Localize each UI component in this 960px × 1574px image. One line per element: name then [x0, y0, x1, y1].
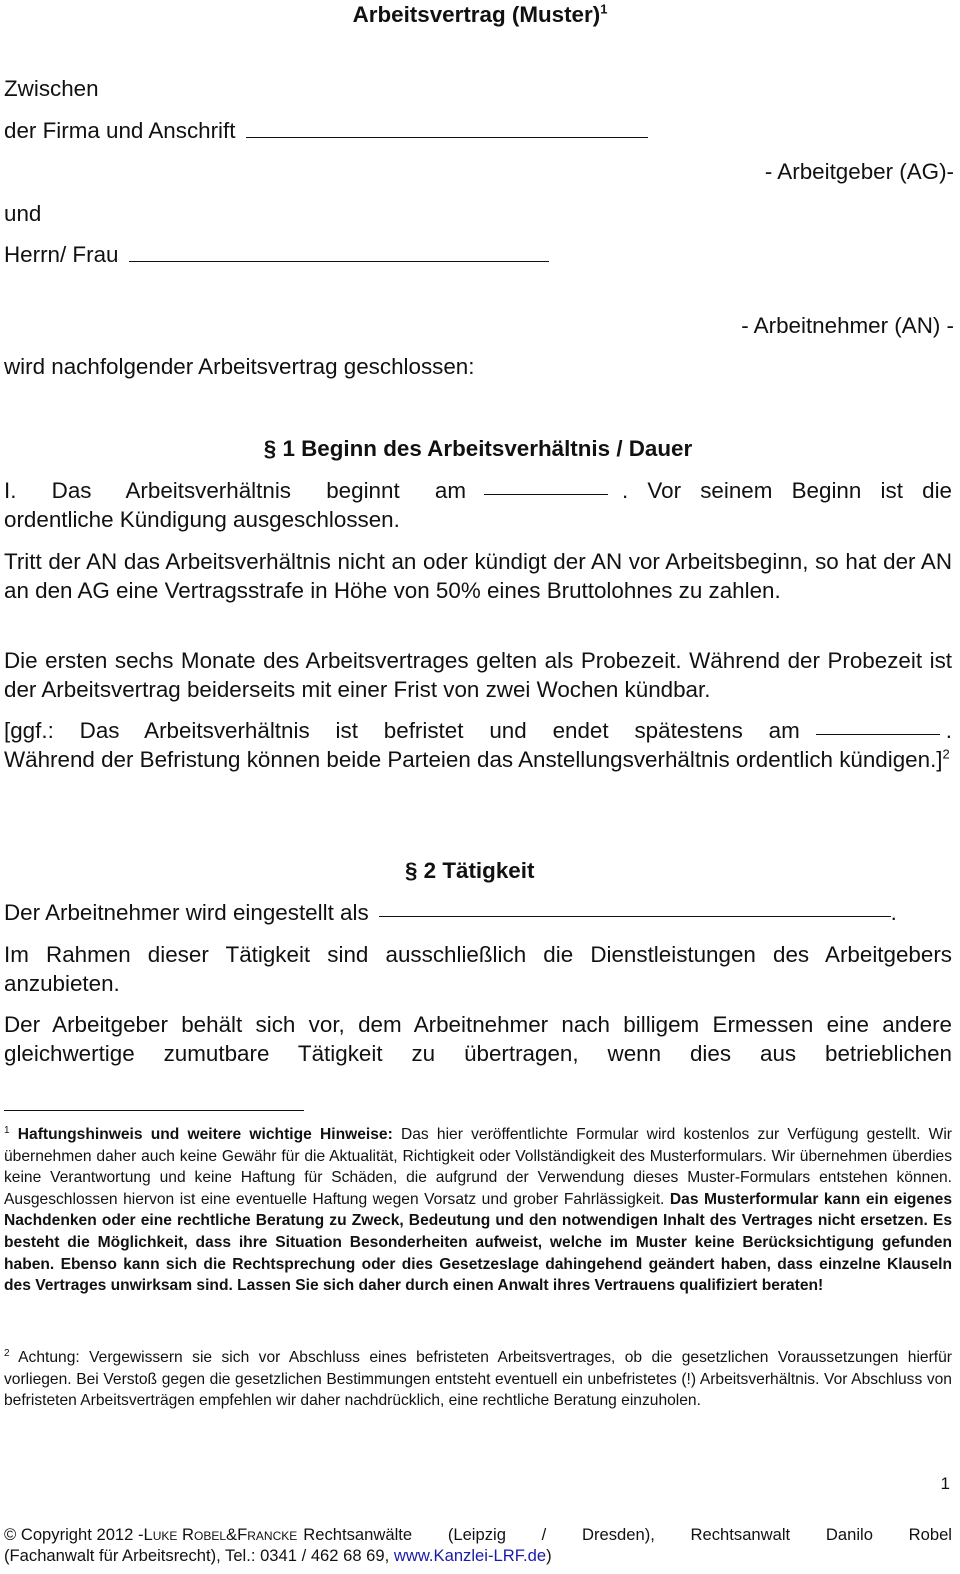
start-date-blank-field[interactable]: [484, 476, 608, 495]
footer-line-2: [4, 1545, 952, 1566]
and-label: und: [4, 201, 42, 226]
start-date-label: I. Das Arbeitsverhältnis beginnt am: [4, 478, 466, 503]
footnote-2: [4, 1347, 952, 1412]
person-blank-field[interactable]: [129, 243, 549, 262]
section-1-p1-line-2: ordentliche Kündigung ausgeschlossen.: [4, 507, 400, 532]
section-2-paragraph-2: Im Rahmen dieser Tätigkeit sind ausschließlich die Dienstleistungen des Arbeitgebers anzubieten.: [4, 942, 952, 996]
document-title-text: Arbeitsvertrag (Muster): [352, 2, 601, 27]
copyright-prefix: © Copyright 2012 -: [4, 1525, 144, 1544]
between-label: Zwischen: [4, 76, 99, 101]
section-1-p1-line-1: [4, 476, 952, 505]
fixed-term-period: .: [945, 718, 952, 743]
copyright-footer: [4, 1524, 952, 1566]
footnote-separator: [4, 1110, 304, 1111]
company-line: [4, 116, 648, 145]
contract-concluded-text: wird nachfolgender Arbeitsvertrag geschlossen:: [4, 354, 475, 379]
start-date-trailing-text: . Vor seinem Beginn ist die: [622, 478, 952, 503]
website-link[interactable]: www.Kanzlei-LRF.de: [393, 1546, 547, 1565]
section-1-paragraph-4: [4, 716, 952, 774]
document-title: [0, 2, 960, 28]
section-2-paragraph-1: [4, 898, 952, 927]
firm-name-2: Francke: [237, 1525, 298, 1544]
section-1-paragraph-1: [4, 476, 952, 534]
footnote-1-text: Das hier veröffentlichte Formular wird kostenlos zur Verfügung gestellt. Wir übernehmen daher auch keine Gewähr für die Aktualität, Richtigkeit oder Vollständigkeit des Musterformulars. Wir übernehmen überdies keine Verantwortung und keine Haftung für Schäden, die aufgrund der Verwendung dieses Muster-Formulars entstehen können. Ausgeschlossen hiervon ist eine eventuelle Haftung wegen Vorsatz und grober Fahrlässigkeit.: [4, 1126, 952, 1208]
footer-line-2-suffix: ): [546, 1546, 552, 1565]
section-2-paragraph-3: Der Arbeitgeber behält sich vor, dem Arbeitnehmer nach billigem Ermessen eine andere gleichwertige zumutbare Tätigkeit zu übertragen, wenn dies aus betrieblichen: [4, 1012, 952, 1066]
section-1-p4-line-1: [4, 716, 952, 745]
footnote-2-text: Achtung: Vergewissern sie sich vor Abschluss eines befristeten Arbeitsvertrages, ob die gesetzlichen Voraussetzungen hierfür vorliegen. Bei Verstoß gegen die gesetzlichen Bestimmungen entsteht eventuell ein unbefristetes (!) Arbeitsverhältnis. Vor Abschluss von befristeten Arbeitsverträgen empfehlen wir daher nachdrücklich, eine rechtliche Beratung einzuholen.: [4, 1349, 952, 1410]
section-1-paragraph-2: Tritt der AN das Arbeitsverhältnis nicht an oder kündigt der AN vor Arbeitsbeginn, so hat der AN an den AG eine Vertragsstrafe in Höhe von 50% eines Bruttolohnes zu zahlen.: [4, 549, 952, 603]
footnote-1: [4, 1124, 952, 1297]
footer-line-2-prefix: (Fachanwalt für Arbeitsrecht), Tel.: 0341 / 462 68 69,: [4, 1546, 390, 1565]
employer-tag: - Arbeitgeber (AG)-: [764, 159, 954, 184]
footnote-1-bold-tail: Das Musterformular kann ein eigenes Nachdenken oder eine rechtliche Beratung zu Zweck, Bedeutung und den notwendigen Inhalt des Vertrages nicht ersetzen. Es besteht die Möglichkeit, dass ihre Situation Besonderheiten aufweist, welche im Muster keine Berücksichtigung gefunden haben. Ebenso kann sich die Rechtsprechung oder dies Gesetzeslage dahingehend geändert haben, dass einzelne Klauseln des Vertrages unwirksam sind. Lassen Sie sich daher durch einen Anwalt ihres Vertrauens qualifiziert beraten!: [4, 1190, 952, 1295]
person-label: Herrn/ Frau: [4, 242, 119, 267]
section-2-heading: § 2 Tätigkeit: [405, 858, 535, 883]
position-blank-field[interactable]: [379, 898, 891, 917]
fixed-term-label: [ggf.: Das Arbeitsverhältnis ist befristet und endet spätestens am: [4, 718, 800, 743]
footnote-1-bold-lead: Haftungshinweis und weitere wichtige Hinweise:: [17, 1126, 393, 1143]
section-1-heading: § 1 Beginn des Arbeitsverhältnis / Dauer: [263, 436, 693, 461]
footnote-2-number: 2: [4, 1347, 10, 1359]
footer-line-1-rest: Rechtsanwälte (Leipzig / Dresden), Rechtsanwalt Danilo Robel: [303, 1525, 952, 1544]
employee-tag: - Arbeitnehmer (AN) -: [741, 313, 954, 338]
footnote-ref-2: 2: [942, 746, 950, 762]
fixed-term-rest-text: Während der Befristung können beide Parteien das Anstellungsverhältnis ordentlich kündigen.]: [4, 747, 943, 772]
footer-line-1: [4, 1524, 952, 1545]
firm-ampersand: &: [226, 1525, 238, 1544]
section-1-p4-rest: [4, 745, 952, 774]
footnote-1-number: 1: [4, 1124, 10, 1136]
position-label: Der Arbeitnehmer wird eingestellt als: [4, 900, 369, 925]
company-blank-field[interactable]: [246, 119, 648, 138]
firm-name-1: Luke Robel: [143, 1525, 227, 1544]
person-line: [4, 240, 549, 269]
position-period: .: [890, 900, 897, 925]
section-1-paragraph-3: Die ersten sechs Monate des Arbeitsvertrages gelten als Probezeit. Während der Probezeit ist der Arbeitsvertrag beiderseits mit einer Frist von zwei Wochen kündbar.: [4, 648, 952, 702]
page-number: 1: [940, 1474, 950, 1493]
footnote-ref-1: 1: [600, 1, 608, 17]
end-date-blank-field[interactable]: [816, 716, 940, 735]
company-label: der Firma und Anschrift: [4, 118, 236, 143]
